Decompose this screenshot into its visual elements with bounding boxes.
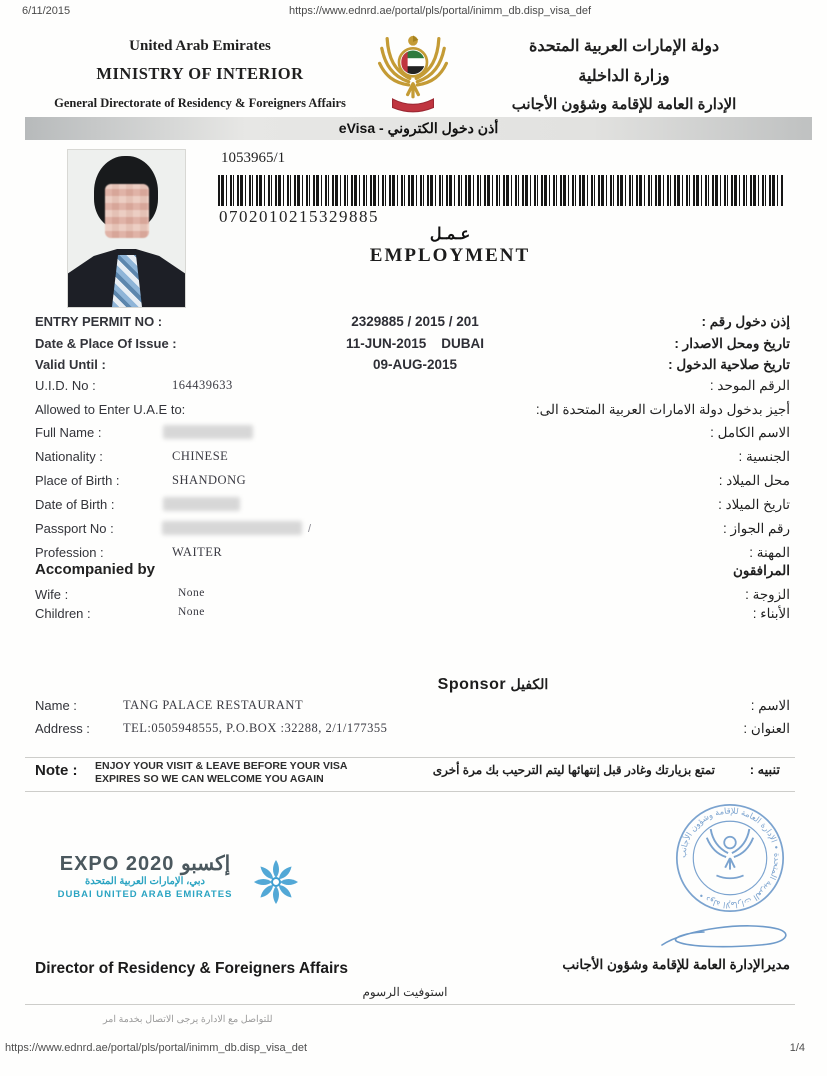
field-label-ar: تاريخ صلاحية الدخول : [668,357,790,372]
fees-collected-ar: استوفيت الرسوم [362,985,448,999]
field-label-ar: إذن دخول رقم : [701,314,790,329]
letterhead-ministry-en: MINISTRY OF INTERIOR [96,64,304,83]
note-text-en [95,760,425,786]
print-url-footer: https://www.ednrd.ae/portal/pls/portal/inimm_db.disp_visa_det [5,1042,308,1054]
field-row-valid-until [0,357,827,377]
field-label: Full Name : [35,425,102,440]
note-label-ar: تنبيه : [749,762,780,777]
field-label: Valid Until : [35,357,106,372]
field-label: Place of Birth : [35,473,120,488]
sponsor-title-en: Sponsor [437,676,507,693]
field-row-full-name [0,425,827,445]
file-number: 1053965/1 [221,150,286,166]
field-value: SHANDONG [172,473,247,487]
field-value: None [178,587,205,599]
divider [25,791,795,792]
field-label-ar: الأبناء : [752,606,790,621]
field-row-sponsor-address [0,721,827,741]
field-label: Profession : [35,545,104,560]
expo-subtitle-ar: دبي، الإمارات العربية المتحدة [85,876,205,887]
letterhead-ministry-ar: وزارة الداخلية [578,68,670,85]
field-row-uid-no [0,378,827,398]
evisa-title-banner: أذن دخول الكتروني - eVisa [25,117,812,140]
field-value: CHINESE [172,449,229,463]
permit-type-arabic: عـمـل [429,226,471,243]
print-date: 6/11/2015 [22,5,71,17]
redacted-value [162,521,302,535]
director-title-ar: مديرالإدارة العامة للإقامة وشؤون الأجانب [562,957,790,972]
divider [25,1004,795,1005]
barcode [218,175,783,206]
field-label-ar: العنوان : [743,721,790,736]
field-label: Date & Place Of Issue : [35,336,177,351]
sponsor-title-ar: الكفيل [510,676,549,692]
field-label-ar: المهنة : [749,545,790,560]
redacted-value [163,425,253,439]
field-value: 2329885 / 2015 / 201 [351,314,479,329]
expo-subtitle-en: DUBAI UNITED ARAB EMIRATES [57,889,233,900]
uae-falcon-emblem-icon [377,30,449,119]
field-label: Date of Birth : [35,497,115,512]
field-row-date-place-issue [0,336,827,356]
field-value: None [178,606,205,618]
letterhead-directorate-ar: الإدارة العامة للإقامة وشؤون الأجانب [511,96,737,113]
note-line-2: EXPIRES SO WE CAN WELCOME YOU AGAIN [95,773,324,785]
signature-scribble-icon [656,915,796,962]
photo-blurred-face [105,184,149,238]
field-label: Passport No : [35,521,114,536]
accompanied-by-title-ar: المرافقون [732,563,790,578]
permit-type-english: EMPLOYMENT [369,245,531,266]
field-label: ENTRY PERMIT NO : [35,314,163,329]
field-row-allowed-to-enter [0,402,827,422]
field-row-children [0,606,827,626]
field-label: Address : [35,721,90,736]
field-label-ar: محل الميلاد : [718,473,790,488]
field-label: Nationality : [35,449,103,464]
field-row-nationality [0,449,827,469]
redacted-value [163,497,240,511]
field-row-wife [0,587,827,607]
field-value: TEL:0505948555, P.O.BOX :32288, 2/1/177355 [123,721,388,735]
field-label-ar: الزوجة : [745,587,790,602]
field-value: WAITER [172,545,223,559]
field-row-place-of-birth [0,473,827,493]
field-label: Name : [35,698,77,713]
note-label: Note : [35,762,78,779]
page-number: 1/4 [789,1042,805,1054]
official-round-stamp-icon [672,800,788,921]
print-url-header: https://www.ednrd.ae/portal/pls/portal/inimm_db.disp_visa_def [288,5,592,17]
field-label-ar: أجيز بدخول دولة الامارات العربية المتحدة الى: [535,402,790,417]
expo-2020-wordmark: EXPO 2020 إكسبو [59,853,231,875]
field-row-passport-no [0,521,827,541]
field-value: 09-AUG-2015 [372,357,458,372]
field-row-date-of-birth [0,497,827,517]
letterhead-country-ar: دولة الإمارات العربية المتحدة [528,38,720,55]
field-label-ar: رقم الجواز : [722,521,790,536]
field-value: TANG PALACE RESTAURANT [123,698,304,712]
barcode-number: 0702010215329885 [219,207,379,226]
field-value: 164439633 [172,378,233,392]
letterhead-directorate-en: General Directorate of Residency & Foreigners Affairs [54,96,346,110]
field-label-ar: تاريخ ومحل الاصدار : [674,336,790,351]
field-value: 11-JUN-2015 DUBAI [345,336,485,351]
field-row-sponsor-name [0,698,827,718]
field-label: Allowed to Enter U.A.E to: [35,402,186,417]
field-label-ar: الاسم الكامل : [710,425,790,440]
director-title-en: Director of Residency & Foreigners Affairs [35,960,348,977]
svg-text:دولة الإمارات العربية المتحدة: دولة الإمارات العربية المتحدة • الإدارة العامة للإقامة وشؤون الأجانب • [677,805,783,911]
expo-flower-logo-icon [252,858,300,911]
field-label: Children : [35,606,91,621]
field-value: / [308,523,312,535]
field-label-ar: الرقم الموحد : [709,378,790,393]
sponsor-section-title [200,676,800,694]
note-text-ar: تمتع بزيارتك وغادر قبل إنتهائها ليتم الترحيب بك مرة أخرى [432,763,715,777]
accompanied-by-title: Accompanied by [35,561,156,578]
note-line-1: ENJOY YOUR VISIT & LEAVE BEFORE YOUR VISA [95,760,348,772]
divider [25,757,795,758]
field-label: U.I.D. No : [35,378,96,393]
field-label: Wife : [35,587,69,602]
letterhead-country-en: United Arab Emirates [129,38,271,54]
field-row-entry-permit-no [0,314,827,334]
field-label-ar: الجنسية : [738,449,790,464]
field-label-ar: تاريخ الميلاد : [718,497,790,512]
contact-note-ar: للتواصل مع الادارة يرجى الاتصال بخدمة امر [103,1014,273,1025]
field-label-ar: الاسم : [750,698,790,713]
